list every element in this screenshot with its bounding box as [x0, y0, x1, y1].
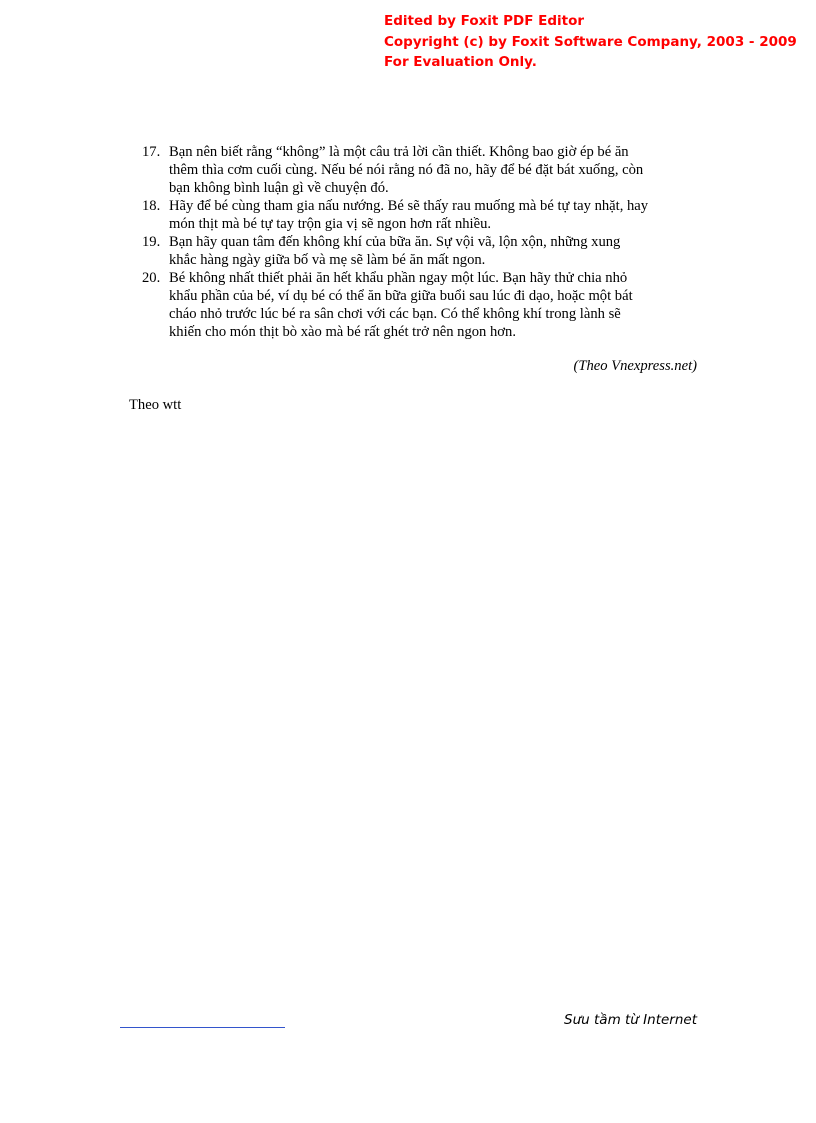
list-item-number: 17. — [142, 144, 161, 160]
list-item-text-line: món thịt mà bé tự tay trộn gia vị sẽ ngon hơn rất nhiều. — [169, 216, 492, 232]
attribution-text: Theo wtt — [129, 397, 182, 413]
list-item-text-line: cháo nhỏ trước lúc bé ra sân chơi với các bạn. Có thể không khí trong lành sẽ — [169, 306, 621, 322]
list-item-number: 20. — [142, 270, 161, 286]
watermark-line-2: Copyright (c) by Foxit Software Company, 2003 - 2009 — [384, 33, 797, 50]
list-item-19 — [142, 233, 702, 269]
list-item-text-line: bạn không bình luận gì về chuyện đó. — [169, 180, 389, 196]
list-item-text-line: thêm thìa cơm cuối cùng. Nếu bé nói rằng nó đã no, hãy để bé đặt bát xuống, còn — [169, 162, 644, 178]
list-item-text-line: Bé không nhất thiết phải ăn hết khẩu phần ngay một lúc. Bạn hãy thử chia nhỏ — [169, 270, 628, 286]
list-item-text-line: khiến cho món thịt bò xào mà bé rất ghét trở nên ngon hơn. — [169, 324, 516, 340]
watermark-line-1: Edited by Foxit PDF Editor — [384, 13, 585, 29]
footnote-separator — [120, 1027, 285, 1028]
list-item-number: 19. — [142, 234, 161, 250]
numbered-tips-list — [142, 143, 702, 341]
list-item-text-line: Bạn hãy quan tâm đến không khí của bữa ăn. Sự vội vã, lộn xộn, những xung — [169, 234, 621, 250]
source-citation: (Theo Vnexpress.net) — [573, 358, 697, 374]
list-item-text-line: Hãy để bé cùng tham gia nấu nướng. Bé sẽ thấy rau muống mà bé tự tay nhặt, hay — [169, 198, 649, 214]
footer-note: Sưu tầm từ Internet — [564, 1012, 697, 1028]
list-item-18 — [142, 197, 702, 233]
list-item-number: 18. — [142, 198, 161, 214]
list-item-text-line: khẩu phần của bé, ví dụ bé có thể ăn bữa giữa buổi sau lúc đi dạo, hoặc một bát — [169, 288, 633, 304]
list-item-20 — [142, 269, 702, 341]
list-item-17 — [142, 143, 702, 197]
watermark-line-3: For Evaluation Only. — [384, 54, 537, 70]
list-item-text-line: Bạn nên biết rằng “không” là một câu trả lời cần thiết. Không bao giờ ép bé ăn — [169, 144, 629, 160]
list-item-text-line: khắc hàng ngày giữa bố và mẹ sẽ làm bé ăn mất ngon. — [169, 252, 486, 268]
foxit-watermark — [384, 11, 797, 73]
